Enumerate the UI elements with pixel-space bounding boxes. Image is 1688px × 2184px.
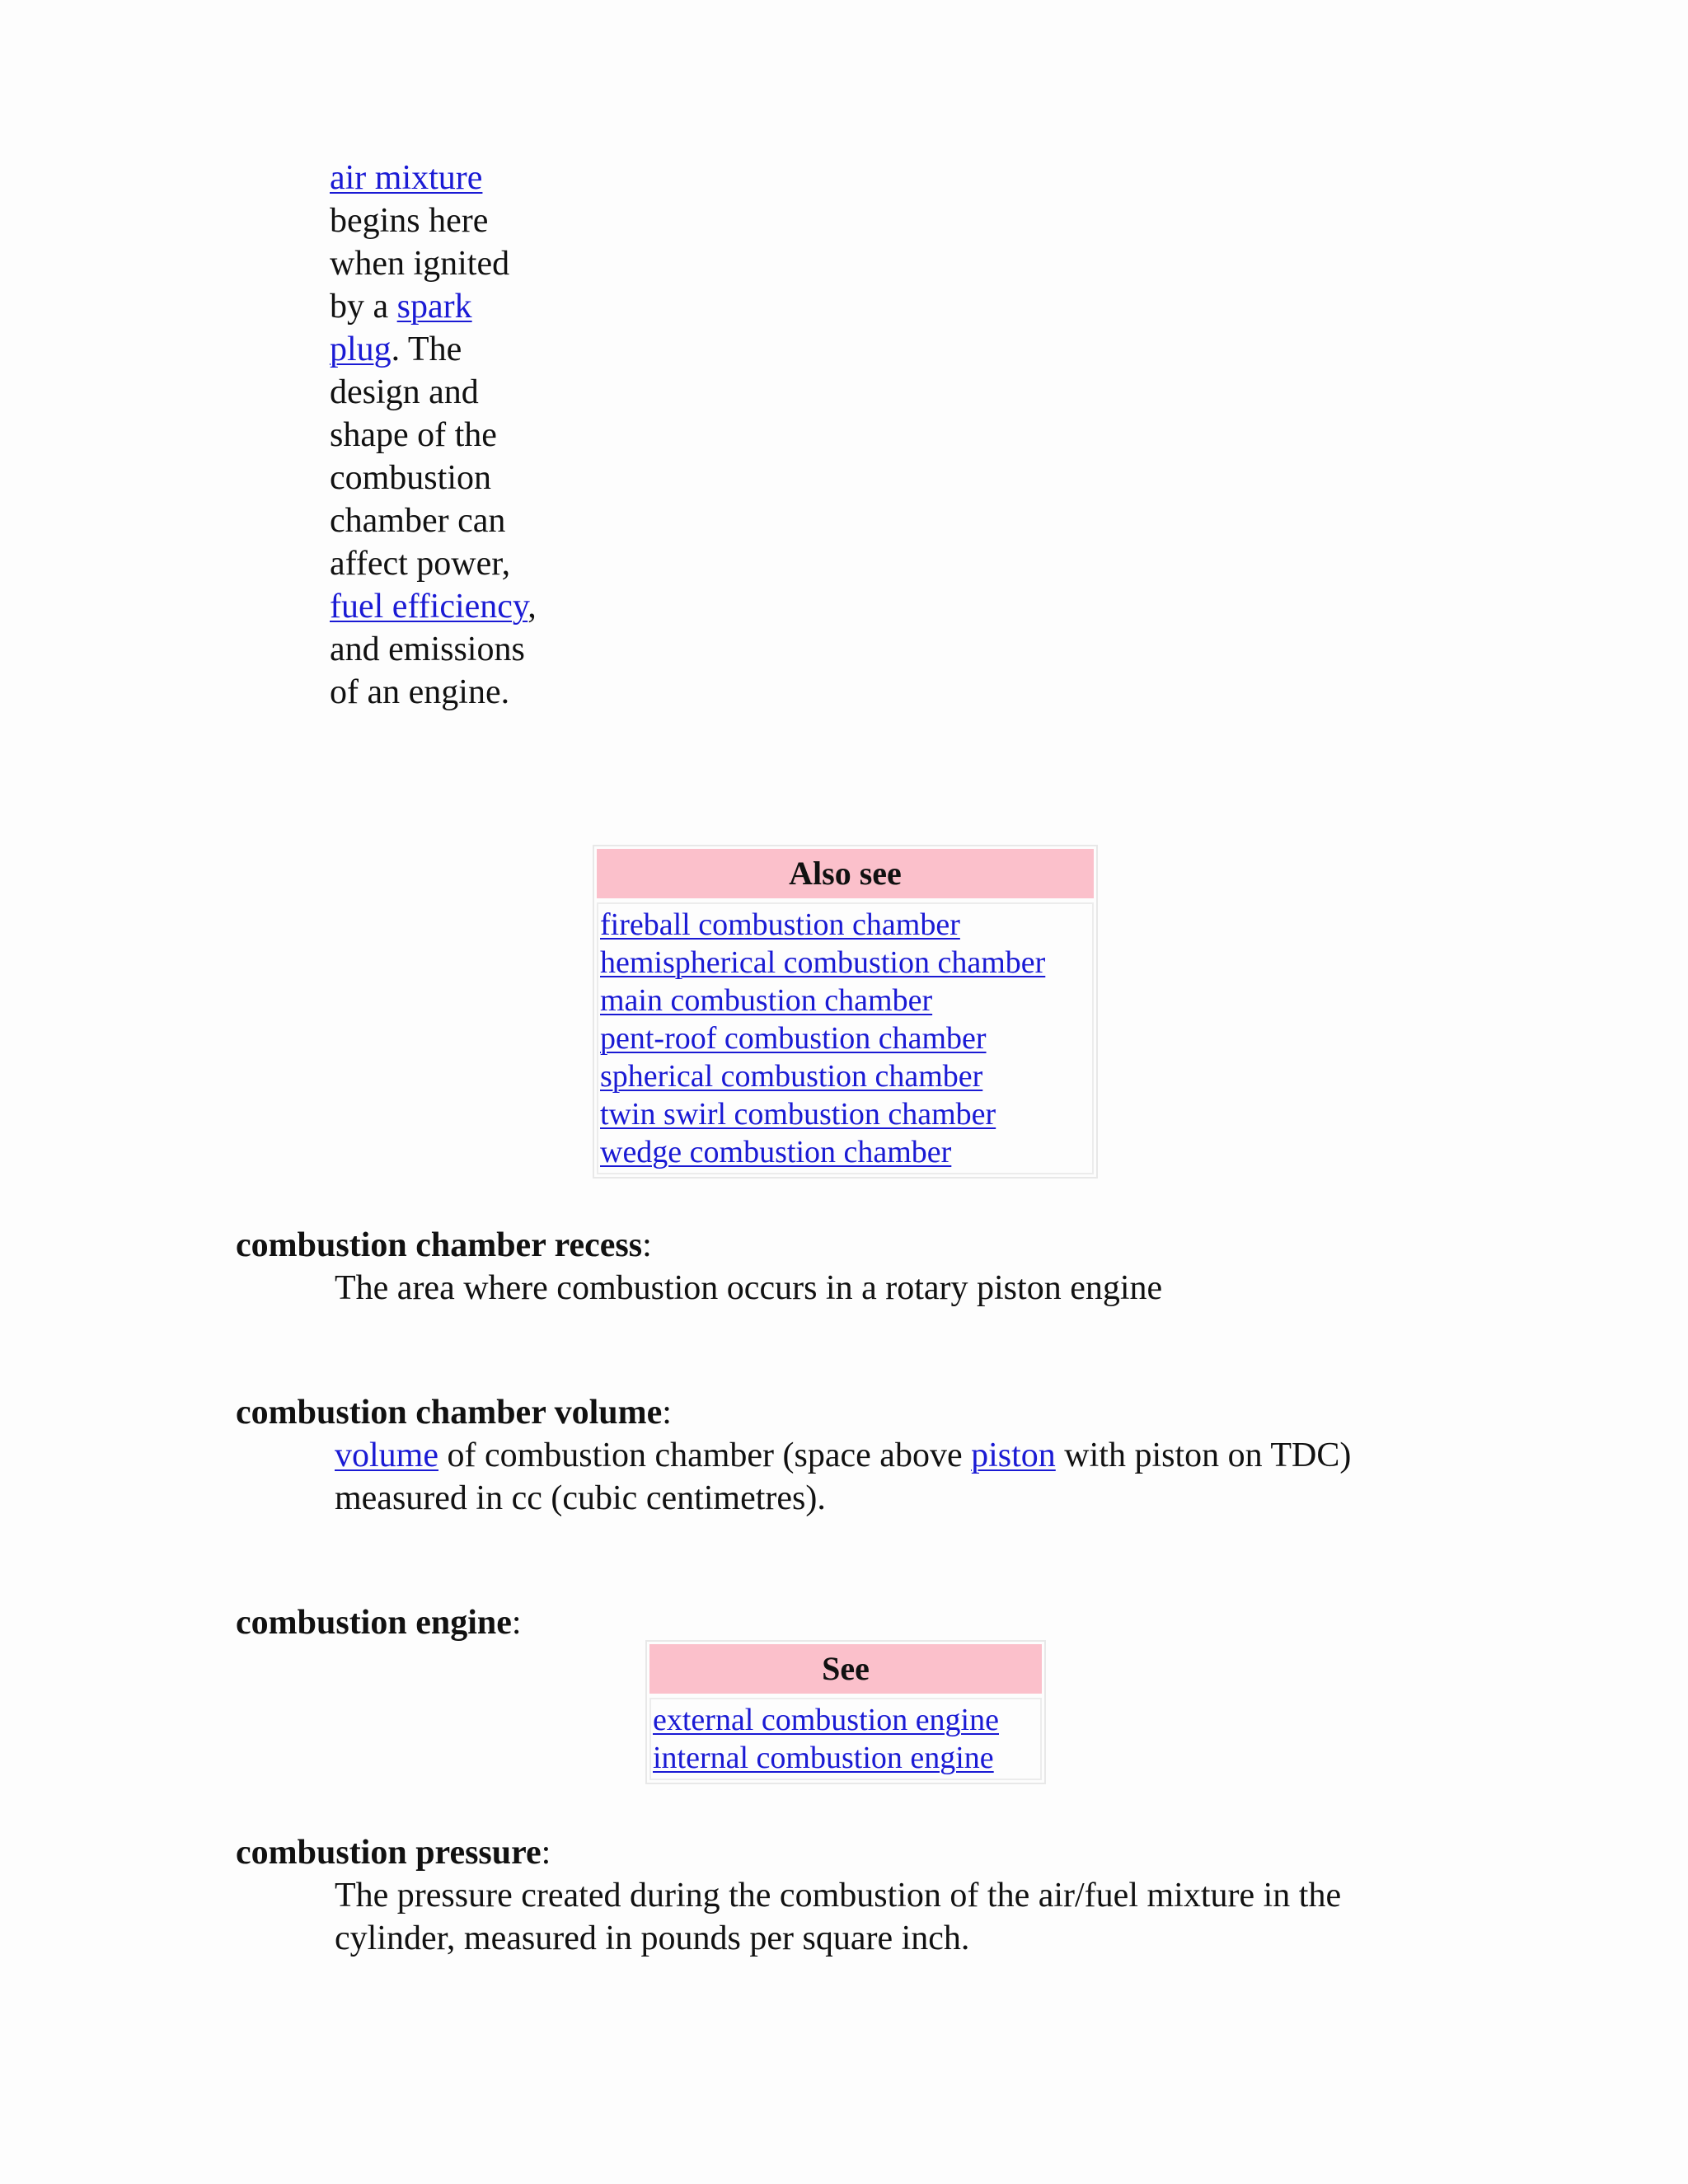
see-box bbox=[645, 1640, 1046, 1784]
entry-colon: : bbox=[541, 1834, 551, 1872]
definition-text-1: of combustion chamber (space above bbox=[438, 1436, 972, 1474]
link-volume[interactable]: volume bbox=[335, 1436, 438, 1474]
link-piston[interactable]: piston bbox=[971, 1436, 1056, 1474]
see-link-external-combustion-engine[interactable]: external combustion engine bbox=[653, 1703, 999, 1737]
entry-combustion-engine bbox=[236, 1601, 1472, 1644]
also-see-list bbox=[597, 902, 1094, 1174]
link-air-mixture[interactable]: air mixture bbox=[330, 159, 483, 197]
see-heading: See bbox=[649, 1644, 1042, 1694]
entry-term-line bbox=[236, 1224, 1472, 1267]
see-list bbox=[649, 1698, 1042, 1780]
also-see-heading: Also see bbox=[597, 849, 1094, 898]
also-see-link-hemispherical[interactable]: hemispherical combustion chamber bbox=[600, 945, 1046, 980]
entry-term-line bbox=[236, 1831, 1472, 1874]
also-see-box bbox=[593, 845, 1098, 1179]
entry-combustion-pressure bbox=[236, 1831, 1472, 1960]
entry-term: combustion chamber volume bbox=[236, 1394, 663, 1432]
entry-colon: : bbox=[642, 1226, 652, 1264]
intro-text-3: , and emissions of an engine. bbox=[330, 588, 537, 711]
also-see-link-pent-roof[interactable]: pent-roof combustion chamber bbox=[600, 1021, 987, 1056]
also-see-link-wedge[interactable]: wedge combustion chamber bbox=[600, 1135, 952, 1169]
entry-colon: : bbox=[662, 1394, 672, 1432]
definition-text-2: with piston on TDC) measured in cc (cubic centimetres). bbox=[335, 1436, 1352, 1517]
intro-text-1: begins here when ignited by a bbox=[330, 202, 510, 326]
entry-term: combustion chamber recess bbox=[236, 1226, 643, 1264]
also-see-link-fireball[interactable]: fireball combustion chamber bbox=[600, 907, 960, 942]
entry-definition: The pressure created during the combustion of the air/fuel mixture in the cylinder, measured in pounds per square inch. bbox=[335, 1877, 1342, 1957]
see-link-internal-combustion-engine[interactable]: internal combustion engine bbox=[653, 1741, 994, 1775]
entry-term-line bbox=[236, 1601, 1472, 1644]
entry-term: combustion pressure bbox=[236, 1834, 542, 1872]
intro-paragraph bbox=[330, 157, 544, 714]
also-see-link-twin-swirl[interactable]: twin swirl combustion chamber bbox=[600, 1097, 996, 1132]
entry-colon: : bbox=[511, 1604, 522, 1642]
entry-term-line bbox=[236, 1391, 1472, 1434]
also-see-link-spherical[interactable]: spherical combustion chamber bbox=[600, 1059, 983, 1094]
entry-definition bbox=[335, 1434, 1439, 1520]
also-see-link-main[interactable]: main combustion chamber bbox=[600, 983, 933, 1018]
entry-combustion-chamber-volume bbox=[236, 1391, 1472, 1520]
entry-term: combustion engine bbox=[236, 1604, 512, 1642]
link-spark-plug[interactable]: spark plug bbox=[330, 288, 472, 368]
entry-definition: The area where combustion occurs in a rotary piston engine bbox=[335, 1269, 1163, 1307]
intro-text-2: . The design and shape of the combustion chamber can affect power, bbox=[330, 330, 511, 583]
entry-combustion-chamber-recess bbox=[236, 1224, 1472, 1310]
link-fuel-efficiency[interactable]: fuel efficiency bbox=[330, 588, 528, 626]
